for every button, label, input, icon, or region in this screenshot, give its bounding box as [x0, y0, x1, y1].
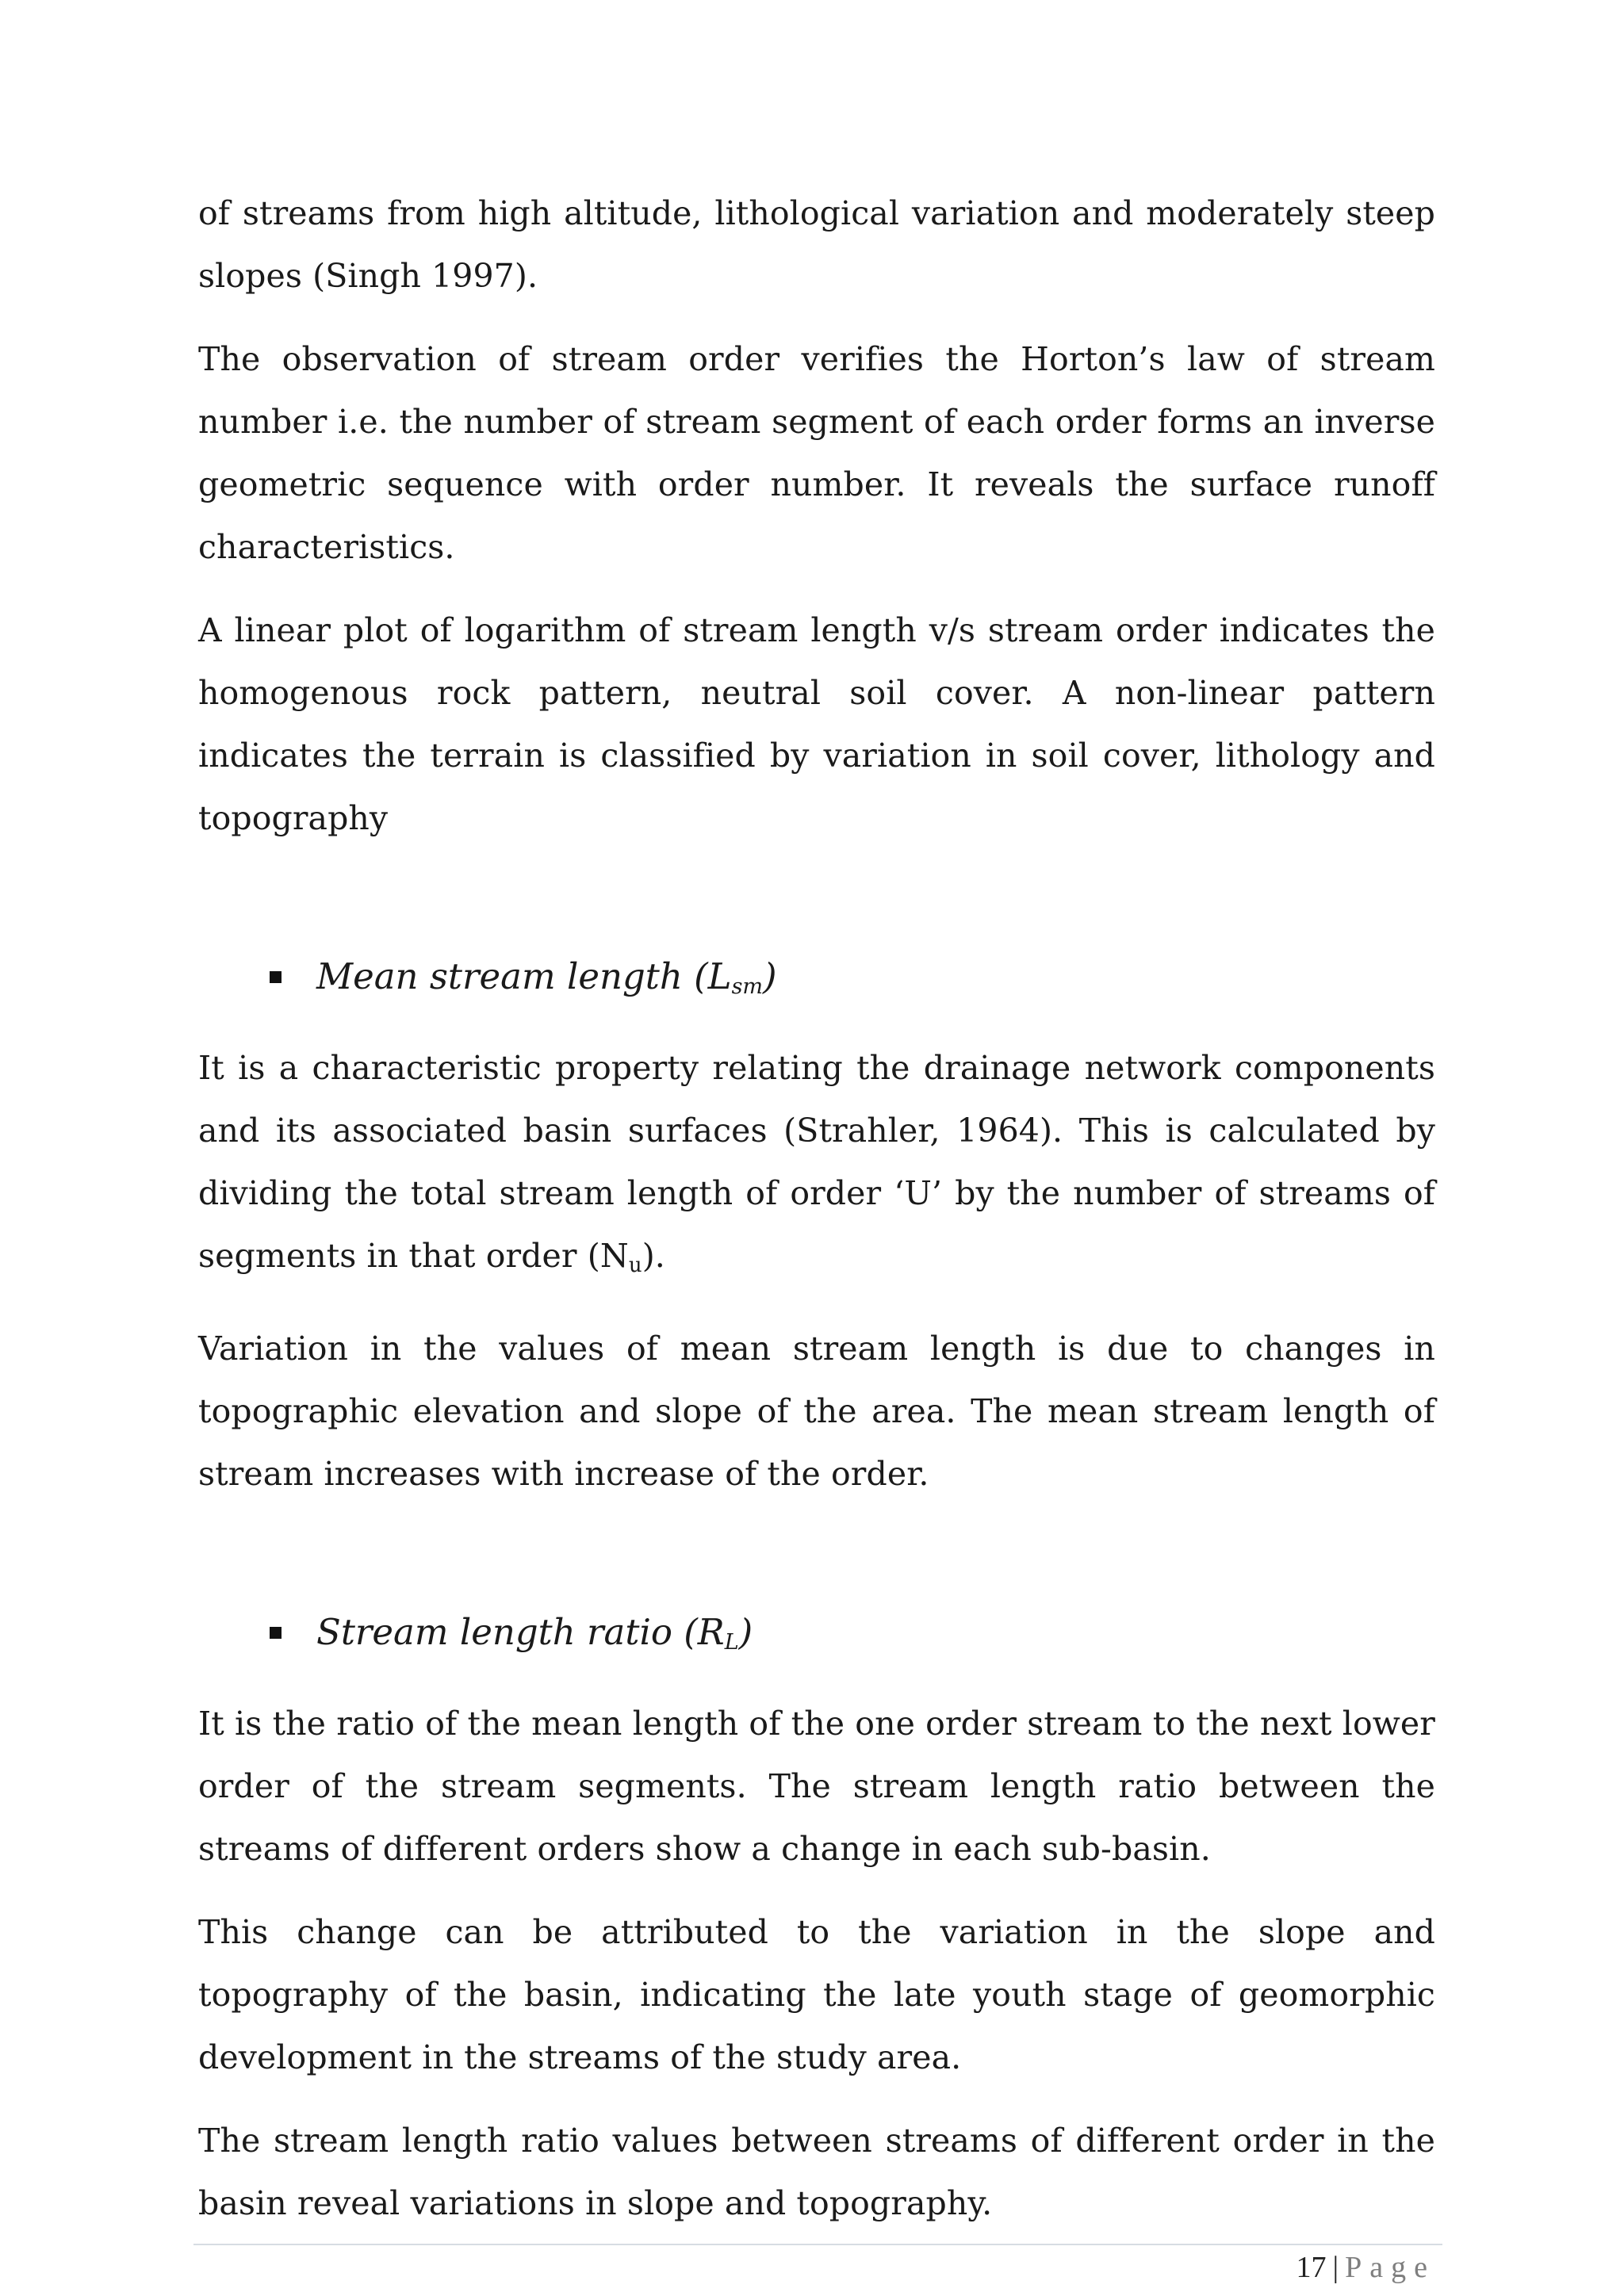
- paragraph: The stream length ratio values between streams of different order in the basin reveal variations in slope and topography.: [198, 2122, 1435, 2222]
- paragraph: This change can be attributed to the variation in the slope and topography of the basin, indicating the late youth stage of geomorphic development in the streams of the study area.: [198, 1913, 1435, 2076]
- document-body: [198, 182, 1435, 2256]
- page-label: Page: [1345, 2251, 1435, 2284]
- footer-divider: [193, 2244, 1442, 2245]
- paragraph: It is the ratio of the mean length of the one order stream to the next lower order of the stream segments. The stream length ratio between the streams of different orders show a change in each sub-basin.: [198, 1705, 1435, 1868]
- footer-separator: |: [1332, 2251, 1339, 2284]
- section-heading-text: Stream length ratio $(R_L)$: [316, 1610, 753, 1655]
- paragraph: Variation in the values of mean stream length is due to changes in topographic elevation and slope of the area. The mean stream length of stream increases with increase of the order.: [198, 1330, 1435, 1493]
- paragraph: A linear plot of logarithm of stream length v/s stream order indicates the homogenous rock pattern, neutral soil cover. A non-linear pattern indicates the terrain is classified by variation in soil cover, lithology and topography: [198, 611, 1435, 837]
- paragraph: It is a characteristic property relating the drainage network components and its associated basin surfaces (Strahler, 1964). This is calculated by dividing the total stream length of order ‘U’ by the number of streams of segments in that order $(N_u)$.: [198, 1049, 1435, 1277]
- square-bullet-icon: [270, 971, 282, 983]
- paragraph: of streams from high altitude, lithological variation and moderately steep slopes (Singh 1997).: [198, 194, 1435, 295]
- page-footer: [1297, 2250, 1435, 2285]
- section-heading-stream-length-ratio: [270, 1601, 1435, 1664]
- page-number: 17: [1296, 2251, 1327, 2284]
- paragraph: The observation of stream order verifies the Horton’s law of stream number i.e. the number of stream segment of each order forms an inverse geometric sequence with order number. It reveals the surface runoff characteristics.: [198, 340, 1435, 566]
- section-heading-text: Mean stream length $(L_{sm})$: [316, 955, 777, 999]
- square-bullet-icon: [270, 1627, 282, 1639]
- section-heading-mean-stream-length: [270, 945, 1435, 1008]
